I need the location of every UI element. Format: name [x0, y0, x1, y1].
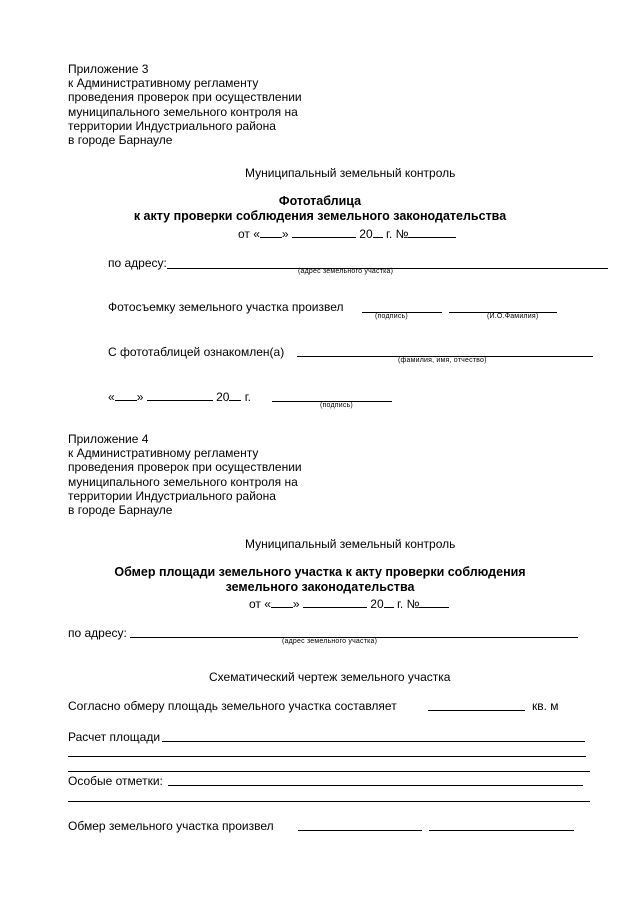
annex4-measured-name-line [429, 830, 574, 831]
annex4-area-line [428, 710, 525, 711]
annex4-org: Муниципальный земельный контроль [245, 537, 456, 551]
number-label: г. № [386, 227, 409, 241]
sign-quote-open: « [108, 390, 115, 404]
annex3-fio-caption: (фамилия, имя, отчество) [398, 357, 487, 364]
annex3-line: Приложение 3 [68, 62, 149, 76]
annex4-notes-line-bold [168, 785, 350, 786]
annex3-initials-caption: (И.О.Фамилия) [487, 313, 539, 320]
annex3-line: муниципального земельного контроля на [68, 104, 298, 119]
sign-day-blank [115, 389, 137, 401]
annex3-photo-label: Фотосъемку земельного участка произвел [108, 300, 344, 314]
year-blank [373, 226, 383, 238]
annex3-signature-caption: (подпись) [375, 313, 408, 320]
annex4-line: Приложение 4 [68, 432, 149, 446]
annex4-address-label: по адресу: [68, 626, 127, 640]
sign-year: 20 [216, 390, 230, 404]
annex4-line: в городе Барнауле [68, 503, 173, 518]
annex3-sign-date [108, 389, 251, 404]
annex4-calc-label: Расчет площади [68, 730, 161, 744]
sign-quote-close: » [136, 390, 144, 404]
annex4-calc-line [351, 741, 585, 742]
annex3-address-label: по адресу: [108, 256, 167, 270]
year: 20 [359, 227, 373, 241]
annex4-calc-line-bold [162, 741, 351, 742]
annex4-title: Обмер площади земельного участка к акту проверки соблюдения [114, 565, 526, 579]
annex4-measured-signature-line [298, 830, 422, 831]
month-blank [292, 226, 356, 238]
annex4-line: территории Индустриального района [68, 488, 276, 503]
annex3-address-caption: (адрес земельного участка) [298, 268, 394, 275]
annex3-sign-caption: (подпись) [320, 402, 353, 409]
day-blank [260, 226, 282, 238]
sign-year-blank [229, 389, 241, 401]
annex4-notes-line-2 [68, 801, 590, 802]
annex3-familiar-label: С фототаблицей ознакомлен(а) [108, 345, 285, 359]
date-prefix: от « [238, 227, 260, 241]
annex4-address-caption: (адрес земельного участка) [282, 638, 378, 645]
annex4-header [68, 432, 302, 517]
annex3-line: территории Индустриального района [68, 118, 276, 133]
annex3-subtitle: к акту проверки соблюдения земельного законодательства [133, 209, 507, 223]
annex4-calc-line-3 [68, 771, 590, 772]
annex3-line: в городе Барнауле [68, 133, 173, 148]
annex3-line: к Административному регламенту [68, 76, 259, 91]
year: 20 [370, 597, 384, 611]
annex3-line: проведения проверок при осуществлении [68, 90, 302, 105]
annex4-line: проведения проверок при осуществлении [68, 460, 302, 475]
annex4-date-line [249, 596, 449, 611]
annex4-notes-label: Особые отметки: [68, 774, 163, 788]
annex3-header [68, 62, 302, 147]
annex4-subtitle: земельного законодательства [225, 580, 415, 594]
annex4-area-unit: кв. м [532, 699, 559, 713]
number-blank [408, 226, 456, 238]
number-blank [419, 596, 449, 608]
annex4-line: муниципального земельного контроля на [68, 474, 298, 489]
date-quote: » [292, 597, 300, 611]
annex3-date-line [238, 226, 456, 241]
month-blank [303, 596, 367, 608]
annex3-org: Муниципальный земельный контроль [245, 166, 456, 180]
annex3-title: Фототаблица [278, 194, 362, 208]
annex4-calc-line-2 [68, 756, 586, 757]
annex4-scheme-title: Схематический чертеж земельного участка [209, 670, 451, 684]
day-blank [271, 596, 293, 608]
year-blank [384, 596, 394, 608]
annex4-measured-label: Обмер земельного участка произвел [68, 819, 274, 833]
date-quote: » [281, 227, 289, 241]
annex4-notes-line [350, 785, 583, 786]
sign-month-blank [147, 389, 213, 401]
sign-year-suffix: г. [244, 390, 252, 404]
annex4-line: к Административному регламенту [68, 446, 259, 461]
annex4-area-label: Согласно обмеру площадь земельного участка составляет [68, 699, 397, 713]
number-label: г. № [397, 597, 420, 611]
date-prefix: от « [249, 597, 271, 611]
